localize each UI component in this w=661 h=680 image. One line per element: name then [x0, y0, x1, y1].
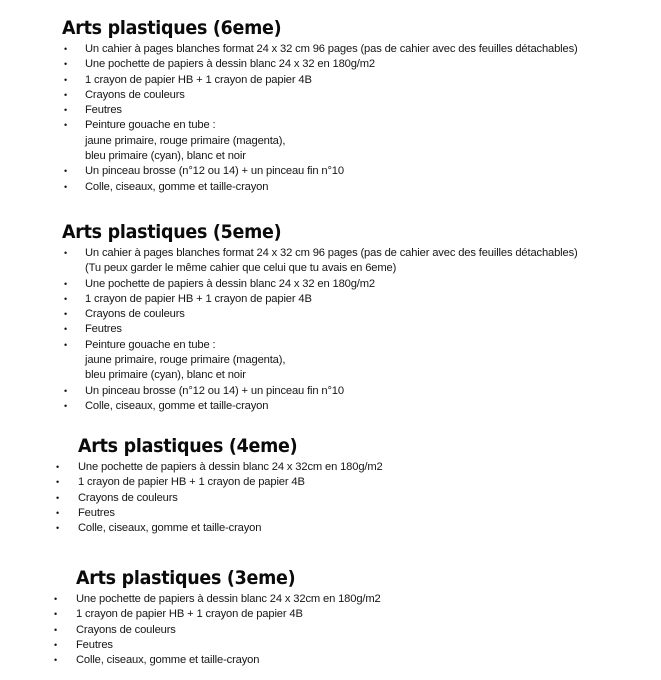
list-item — [62, 180, 578, 195]
item-line: Crayons de couleurs — [76, 623, 176, 636]
section-title: Arts plastiques (5eme) — [62, 221, 282, 243]
list-item — [54, 653, 381, 668]
list-item — [56, 491, 383, 506]
list-item — [62, 88, 578, 103]
item-line: 1 crayon de papier HB + 1 crayon de papier 4B — [78, 476, 305, 489]
bullet-icon: • — [64, 105, 68, 116]
item-line: Feutres — [85, 323, 122, 336]
item-line: Feutres — [76, 638, 113, 651]
item-line: Une pochette de papiers à dessin blanc 24 x 32cm en 180g/m2 — [76, 593, 381, 605]
bullet-icon: • — [64, 181, 68, 192]
list-item — [56, 521, 383, 536]
list-item — [56, 460, 383, 475]
supply-list — [54, 592, 381, 668]
item-line: jaune primaire, rouge primaire (magenta), — [85, 354, 286, 367]
bullet-icon: • — [64, 59, 68, 70]
bullet-icon: • — [64, 339, 68, 350]
supply-list — [62, 42, 578, 195]
section-5eme — [62, 220, 578, 414]
bullet-icon: • — [56, 523, 60, 534]
bullet-icon: • — [64, 309, 68, 320]
item-line: Crayons de couleurs — [85, 308, 185, 321]
item-line: Une pochette de papiers à dessin blanc 24 x 32 en 180g/m2 — [85, 58, 375, 71]
item-line: Crayons de couleurs — [78, 491, 178, 504]
bullet-icon: • — [64, 293, 68, 304]
bullet-icon: • — [64, 248, 68, 258]
list-item — [62, 73, 578, 88]
section-title: Arts plastiques (6eme) — [62, 17, 282, 39]
bullet-icon: • — [64, 89, 68, 100]
bullet-icon: • — [56, 477, 60, 488]
list-item — [62, 399, 578, 414]
item-line: Feutres — [78, 506, 115, 519]
section-3eme — [54, 566, 381, 668]
item-line: Une pochette de papiers à dessin blanc 24 x 32 en 180g/m2 — [85, 277, 375, 290]
item-line: Colle, ciseaux, gomme et taille-crayon — [78, 522, 262, 535]
item-line: bleu primaire (cyan), blanc et noir — [85, 369, 246, 382]
list-item — [62, 118, 578, 164]
list-item — [62, 322, 578, 337]
item-line: Un cahier à pages blanches format 24 x 32 cm 96 pages (pas de cahier avec des feuilles détachables) — [85, 43, 578, 55]
item-line: (Tu peux garder le même cahier que celui que tu avais en 6eme) — [85, 262, 397, 275]
item-line: Un cahier à pages blanches format 24 x 32 cm 96 pages (pas de cahier avec des feuilles détachables) — [85, 247, 578, 259]
bullet-icon: • — [54, 639, 58, 650]
list-item — [62, 57, 578, 72]
section-6eme — [62, 16, 578, 195]
list-item — [62, 42, 578, 57]
item-line: Une pochette de papiers à dessin blanc 24 x 32cm en 180g/m2 — [78, 461, 383, 473]
item-line: Colle, ciseaux, gomme et taille-crayon — [85, 399, 269, 412]
item-line: Un pinceau brosse (n°12 ou 14) + un pinceau fin n°10 — [85, 384, 344, 397]
item-line: Peinture gouache en tube : — [85, 119, 216, 132]
bullet-icon: • — [64, 278, 68, 289]
bullet-icon: • — [54, 609, 58, 620]
item-line: 1 crayon de papier HB + 1 crayon de papier 4B — [85, 73, 312, 86]
list-item — [54, 623, 381, 638]
bullet-icon: • — [64, 166, 68, 177]
section-title: Arts plastiques (3eme) — [76, 567, 296, 589]
bullet-icon: • — [64, 385, 68, 396]
item-line: Peinture gouache en tube : — [85, 338, 216, 351]
bullet-icon: • — [54, 594, 58, 604]
list-item — [54, 592, 381, 607]
list-item — [54, 607, 381, 622]
bullet-icon: • — [64, 120, 68, 131]
item-line: Feutres — [85, 104, 122, 117]
item-line: Colle, ciseaux, gomme et taille-crayon — [85, 180, 269, 193]
item-line: bleu primaire (cyan), blanc et noir — [85, 150, 246, 163]
bullet-icon: • — [64, 74, 68, 85]
bullet-icon: • — [54, 624, 58, 635]
list-item — [62, 292, 578, 307]
item-line: Un pinceau brosse (n°12 ou 14) + un pinceau fin n°10 — [85, 165, 344, 178]
item-line: Crayons de couleurs — [85, 88, 185, 101]
list-item — [54, 638, 381, 653]
bullet-icon: • — [56, 507, 60, 518]
list-item — [62, 246, 578, 277]
supply-list — [56, 460, 383, 536]
list-item — [62, 384, 578, 399]
bullet-icon: • — [64, 400, 68, 411]
list-item — [62, 277, 578, 292]
item-line: 1 crayon de papier HB + 1 crayon de papier 4B — [76, 608, 303, 621]
item-line: jaune primaire, rouge primaire (magenta), — [85, 134, 286, 147]
bullet-icon: • — [64, 44, 68, 54]
list-item — [62, 103, 578, 118]
bullet-icon: • — [56, 492, 60, 503]
list-item — [62, 307, 578, 322]
list-item — [56, 506, 383, 521]
bullet-icon: • — [54, 655, 58, 666]
list-item — [56, 475, 383, 490]
section-title: Arts plastiques (4eme) — [78, 435, 298, 457]
supply-list — [62, 246, 578, 414]
section-4eme — [56, 434, 383, 536]
item-line: Colle, ciseaux, gomme et taille-crayon — [76, 654, 260, 667]
list-item — [62, 338, 578, 384]
bullet-icon: • — [56, 462, 60, 472]
list-item — [62, 164, 578, 179]
item-line: 1 crayon de papier HB + 1 crayon de papier 4B — [85, 292, 312, 305]
bullet-icon: • — [64, 324, 68, 335]
